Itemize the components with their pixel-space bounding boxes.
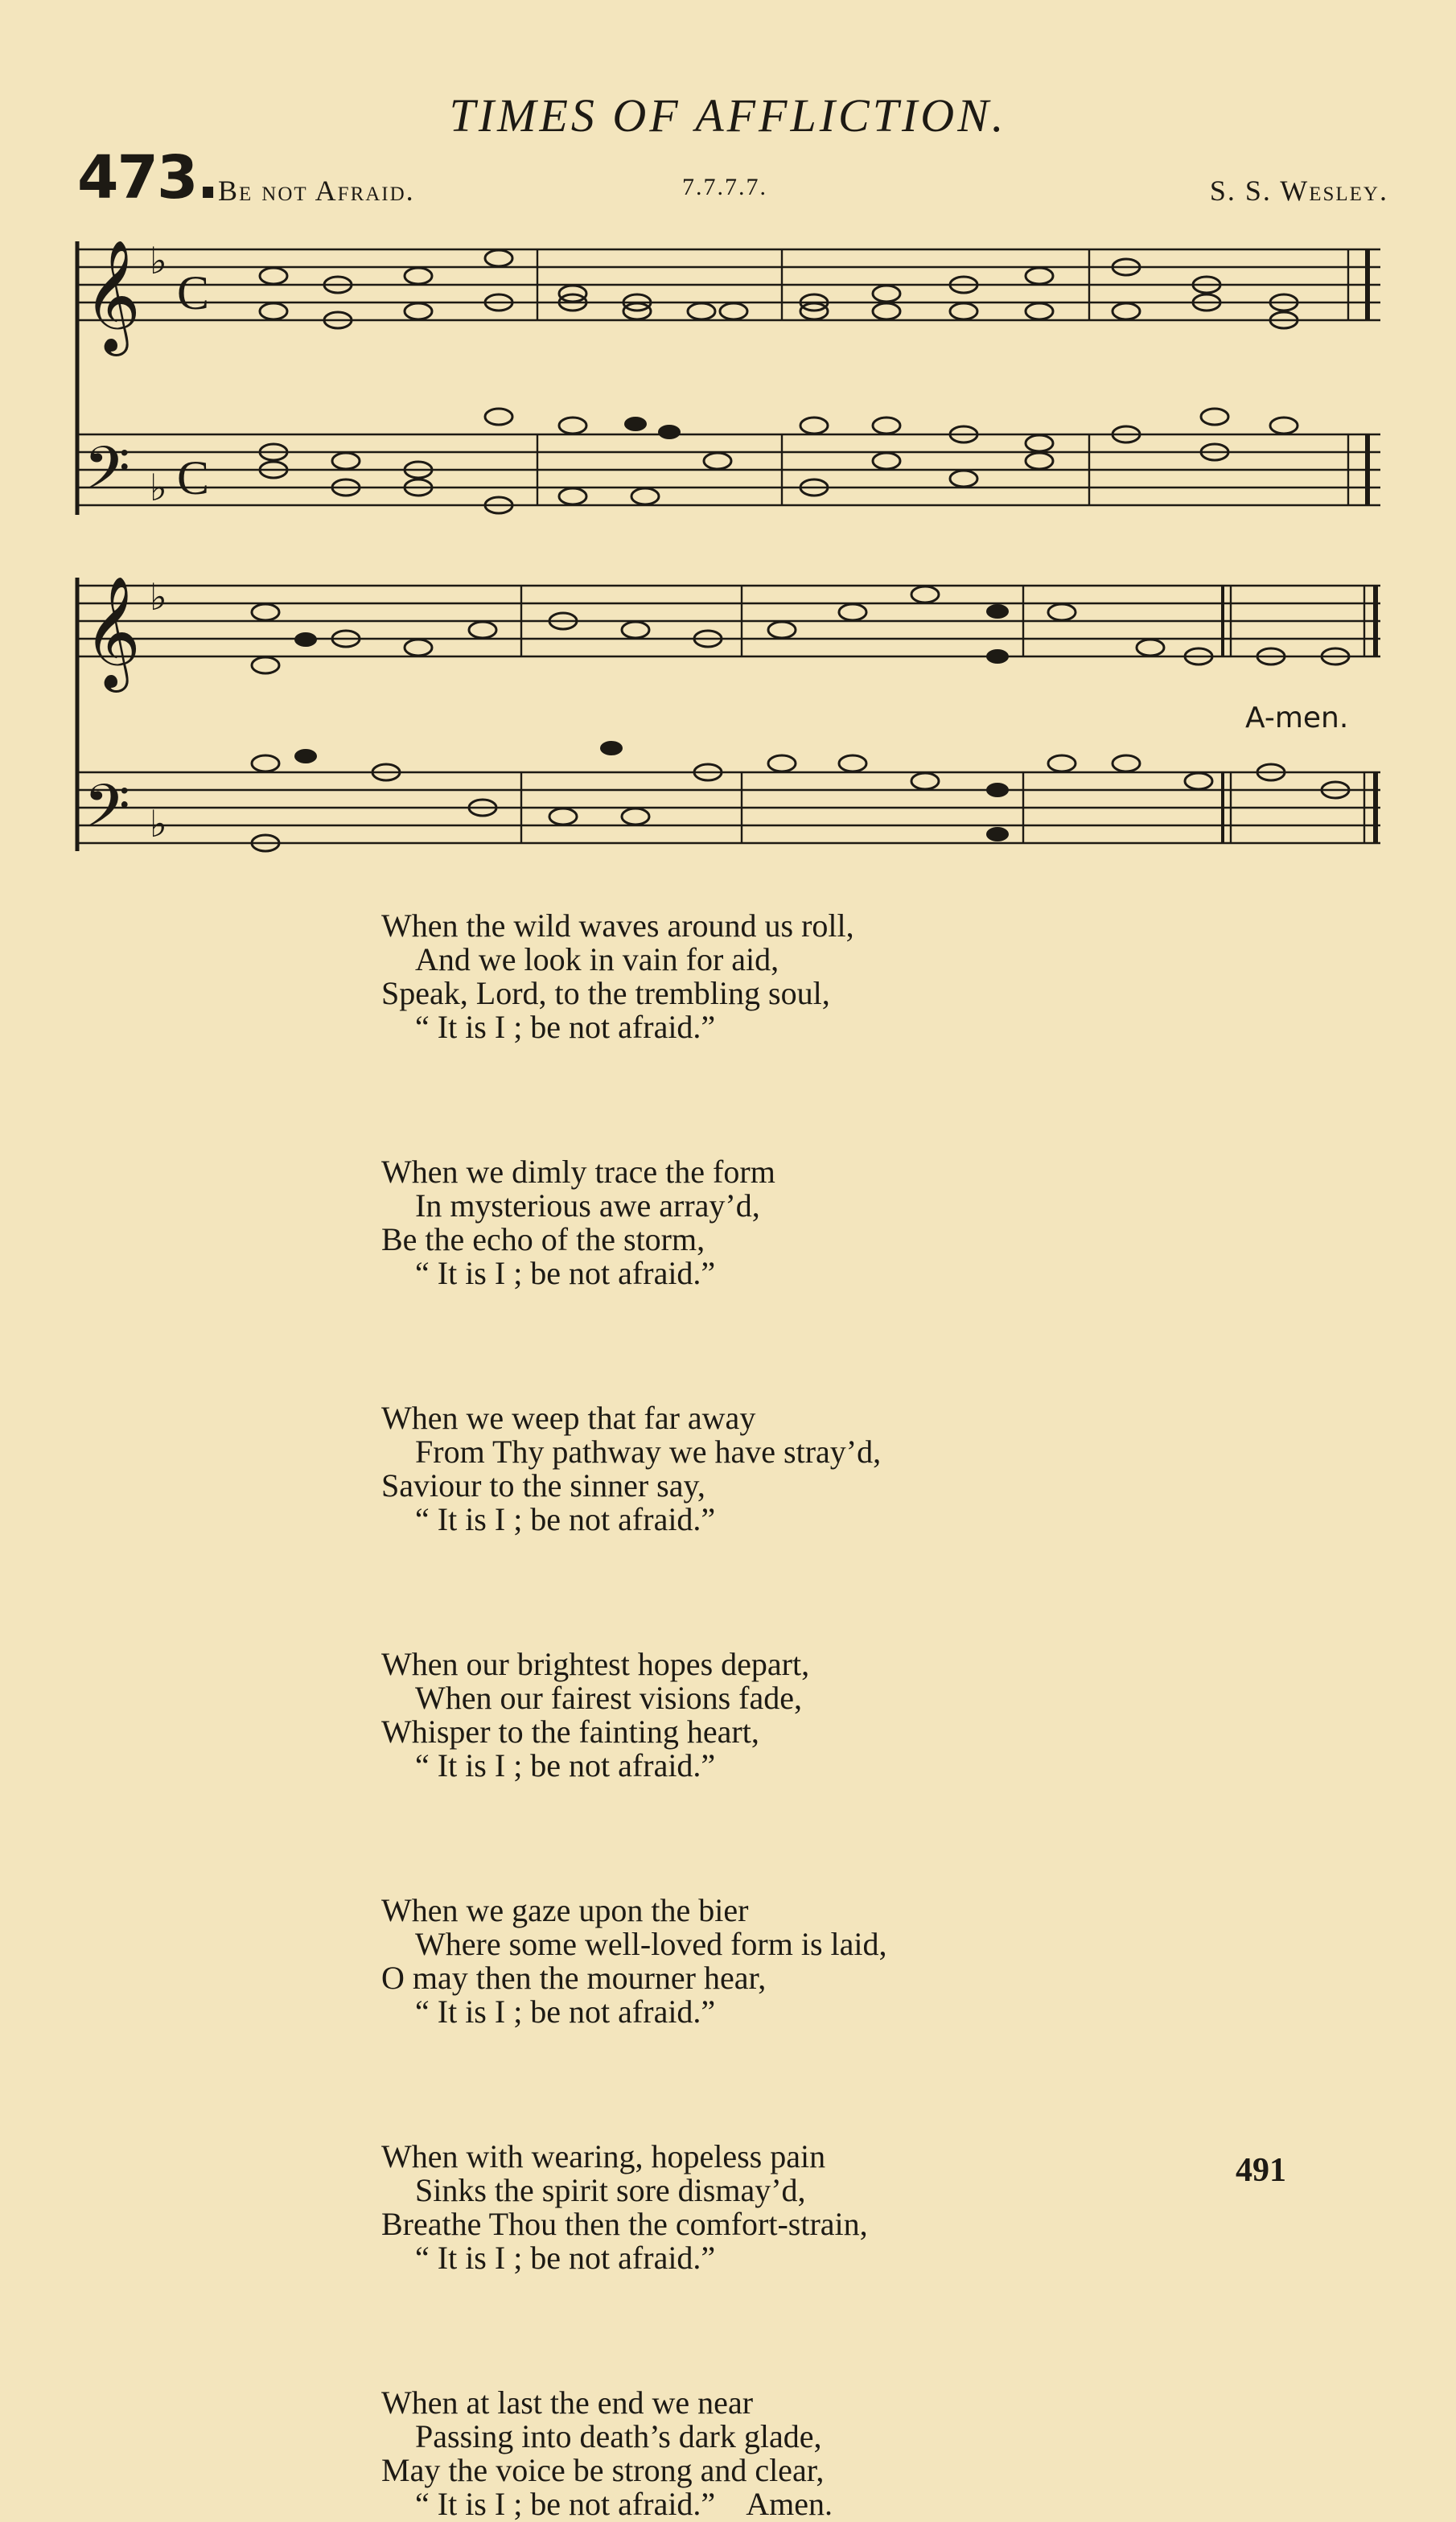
hymn-meter: 7.7.7.7. (682, 174, 767, 200)
treble-clef-icon: 𝄞 (84, 240, 141, 352)
hymn-verses (381, 909, 1186, 2521)
verse-line: When we weep that far away (381, 1400, 756, 1436)
system-2-treble-staff (77, 586, 1380, 656)
stanza (381, 2140, 1186, 2275)
refrain-line: “ It is I ; be not afraid.” (415, 1747, 716, 1784)
verse-line: And we look in vain for aid, (415, 941, 779, 977)
verse-line: Speak, Lord, to the trembling soul, (381, 975, 830, 1011)
flat-icon: ♭ (150, 802, 167, 845)
running-head: TIMES OF AFFLICTION. (449, 89, 1007, 142)
refrain-line: “ It is I ; be not afraid.” (415, 1501, 716, 1537)
verse-line: When at last the end we near (381, 2384, 754, 2421)
common-time-icon: C (177, 266, 210, 319)
refrain-line: “ It is I ; be not afraid.” (415, 2240, 716, 2276)
stanza (381, 1155, 1186, 1290)
refrain-line: “ It is I ; be not afraid.” (415, 1993, 716, 2030)
verse-line: Where some well-loved form is laid, (415, 1926, 887, 1962)
bass-clef-icon: 𝄢 (84, 434, 130, 518)
amen-label: A-men. (1245, 701, 1349, 734)
verse-line: Passing into death’s dark glade, (415, 2418, 822, 2454)
verse-line: When with wearing, hopeless pain (381, 2138, 826, 2174)
verse-line: From Thy pathway we have stray’d, (415, 1434, 882, 1470)
verse-line: When our brightest hopes depart, (381, 1646, 810, 1682)
stanza (381, 1648, 1186, 1783)
page-number: 491 (1236, 2152, 1286, 2189)
flat-icon: ♭ (150, 466, 167, 509)
verse-line: When our fairest visions fade, (415, 1680, 802, 1716)
refrain-line (381, 2487, 1186, 2521)
noteheads (252, 250, 1349, 851)
refrain-line: “ It is I ; be not afraid.” (415, 1009, 716, 1045)
flat-icon: ♭ (150, 575, 167, 619)
verse-line: O may then the mourner hear, (381, 1960, 767, 1996)
hymn-tune-name: Be not Afraid. (218, 175, 415, 207)
verse-line: In mysterious awe array’d, (415, 1187, 760, 1224)
stanza (381, 909, 1186, 1044)
verse-line: Whisper to the fainting heart, (381, 1714, 759, 1750)
verse-line: When we dimly trace the form (381, 1154, 775, 1190)
verse-line: Be the echo of the storm, (381, 1221, 705, 1257)
stanza (381, 1894, 1186, 2029)
stanza (381, 1401, 1186, 1537)
filled-noteheads (294, 417, 1009, 841)
verse-line: When the wild waves around us roll, (381, 907, 854, 944)
hymn-number: 473. (77, 143, 218, 212)
flat-icon: ♭ (150, 239, 167, 282)
verse-line: Saviour to the sinner say, (381, 1467, 705, 1504)
verse-line: When we gaze upon the bier (381, 1892, 749, 1928)
music-score (0, 0, 1456, 901)
treble-clef-icon: 𝄞 (84, 576, 141, 688)
verse-line: May the voice be strong and clear, (381, 2452, 825, 2488)
refrain-line: “ It is I ; be not afraid.” (415, 1255, 716, 1291)
common-time-icon: C (177, 451, 210, 504)
verse-line: Sinks the spirit sore dismay’d, (415, 2172, 806, 2208)
refrain-text: “ It is I ; be not afraid.” (415, 2486, 716, 2522)
bass-clef-icon: 𝄢 (84, 771, 130, 856)
hymn-composer: S. S. Wesley. (1209, 175, 1388, 207)
closing-amen: Amen. (746, 2486, 833, 2522)
verse-line: Breathe Thou then the comfort-strain, (381, 2206, 868, 2242)
stanza (381, 2386, 1186, 2521)
